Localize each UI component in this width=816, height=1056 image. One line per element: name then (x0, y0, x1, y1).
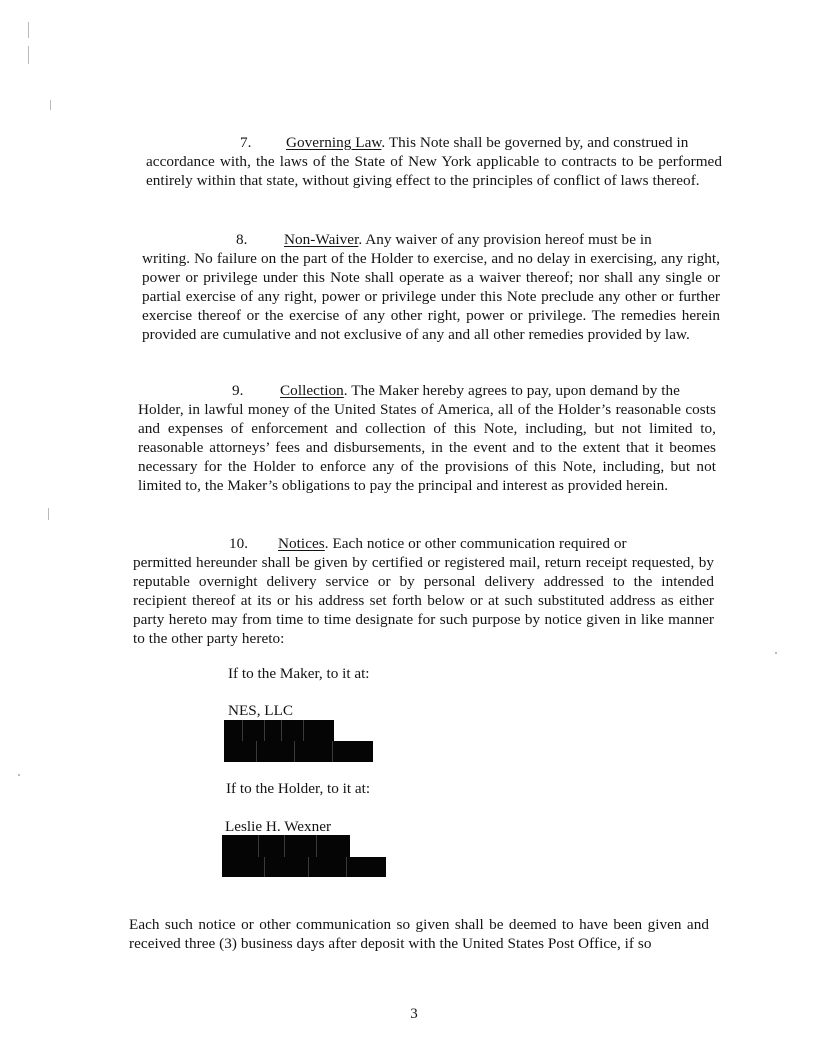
section-number: 10. (229, 535, 249, 552)
section-heading: Governing Law (286, 134, 382, 151)
section-lead-text: . Any waiver of any provision hereof must be in (358, 231, 652, 248)
section-notices (133, 534, 714, 648)
scan-artifact (18, 774, 20, 776)
scan-artifact (775, 652, 777, 654)
maker-address-redaction (224, 720, 334, 742)
holder-address-redaction (222, 857, 386, 877)
section-body: writing. No failure on the part of the Holder to exercise, and no delay in exercising, any right, power or privilege under this Note shall operate as a waiver thereof; nor shall any single or partial exercise of any right, power or privilege under this Note preclude any other or further exercise thereof or the exercise of any other right, power or privilege. The remedies herein provided are cumulative and not exclusive of any and all other remedies provided by law. (142, 250, 720, 343)
maker-address-redaction (224, 741, 373, 762)
closing-paragraph (129, 915, 709, 953)
scan-artifact (48, 508, 49, 520)
holder-intro: If to the Holder, to it at: (226, 780, 371, 797)
closing-text: Each such notice or other communication so given shall be deemed to have been given and received three (3) business days after deposit with the United States Post Office, if so (129, 916, 709, 952)
section-body: accordance with, the laws of the State of New York applicable to contracts to be performed entirely within that state, without giving effect to the principles of conflict of laws thereof. (146, 153, 722, 189)
section-body: permitted hereunder shall be given by certified or registered mail, return receipt requested, by reputable overnight delivery service or by personal delivery addressed to the intended recipient thereof at its or his address set forth below or at such substituted address as either party hereto may from time to time designate for such purpose by notice given in like manner to the other party hereto: (133, 554, 714, 647)
section-heading: Notices (278, 535, 325, 552)
section-heading: Non-Waiver (284, 231, 359, 248)
section-non-waiver (142, 230, 720, 344)
maker-name: NES, LLC (228, 702, 293, 719)
holder-name: Leslie H. Wexner (225, 818, 332, 835)
section-heading: Collection (280, 382, 344, 399)
maker-intro: If to the Maker, to it at: (228, 665, 370, 682)
section-collection (138, 381, 716, 495)
holder-address-redaction (222, 835, 350, 859)
section-number: 9. (232, 382, 244, 399)
scan-artifact (28, 22, 29, 38)
page-number: 3 (410, 1006, 418, 1022)
section-governing-law (146, 133, 722, 190)
section-lead-text: . This Note shall be governed by, and construed in (381, 134, 689, 151)
scan-artifact (28, 46, 29, 64)
section-number: 8. (236, 231, 248, 248)
section-body: Holder, in lawful money of the United States of America, all of the Holder’s reasonable costs and expenses of enforcement and collection of this Note, including, but not limited to, reasonable attorneys’ fees and disbursements, in the event and to the extent that it beomes necessary for the Holder to enforce any of the provisions of this Note, including, but not limited to, the Maker’s obligations to pay the principal and interest as provided herein. (138, 401, 716, 494)
section-lead-text: . The Maker hereby agrees to pay, upon demand by the (343, 382, 680, 399)
section-lead-text: . Each notice or other communication required or (324, 535, 627, 552)
scan-artifact (50, 100, 51, 110)
section-number: 7. (240, 134, 252, 151)
